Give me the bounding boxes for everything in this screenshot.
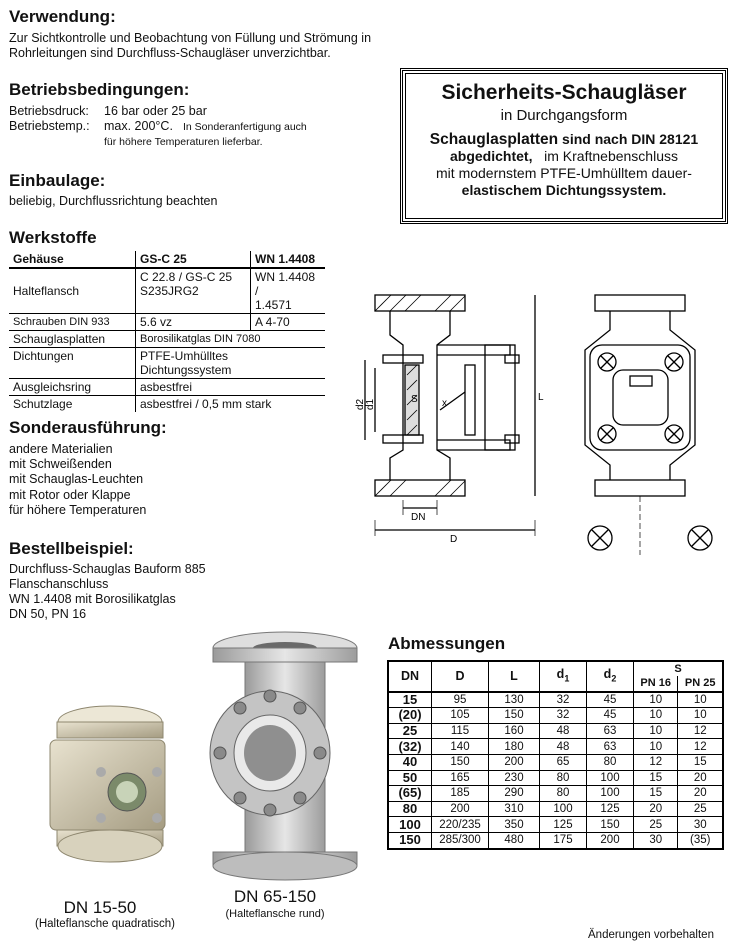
- box-line2-rest: im Kraftnebenschluss: [544, 148, 678, 164]
- dims-cell: 10: [634, 739, 678, 755]
- bestell-line: Flanschanschluss: [9, 577, 109, 591]
- abmessungen-heading: Abmessungen: [388, 634, 506, 653]
- dims-cell: 150: [587, 817, 634, 833]
- betriebstemp-value: max. 200°C.: [104, 119, 173, 133]
- dims-row: [388, 786, 723, 802]
- product-photo-round: [200, 628, 370, 883]
- sight-window: [613, 370, 668, 425]
- einbaulage-heading: Einbaulage:: [9, 171, 106, 190]
- werkstoffe-cell: Halteflansch: [9, 268, 136, 314]
- dims-cell: 230: [489, 770, 540, 786]
- werkstoffe-table: [9, 251, 325, 412]
- side-cover: [485, 345, 515, 450]
- dims-header-row: [388, 661, 723, 676]
- box-line3: mit modernstem PTFE-Umhülltem dauer-: [436, 165, 692, 181]
- dims-cell: 80: [587, 754, 634, 770]
- dims-cell: 100: [587, 786, 634, 802]
- einbaulage-text: beliebig, Durchflussrichtung beachten: [9, 194, 218, 208]
- dims-cell: 25: [678, 801, 723, 817]
- betriebstemp-note-1: In Sonderanfertigung auch: [183, 121, 307, 133]
- dims-row: [388, 801, 723, 817]
- dims-cell: 10: [678, 692, 723, 708]
- werkstoffe-heading: Werkstoffe: [9, 228, 97, 247]
- dims-cell-dn: (65): [388, 786, 432, 802]
- dims-cell: 15: [634, 770, 678, 786]
- dims-row: [388, 708, 723, 724]
- info-box: [400, 68, 728, 224]
- werkstoffe-cell: Schauglasplatten: [9, 331, 136, 348]
- dims-cell: (35): [678, 832, 723, 848]
- dims-cell: 30: [634, 832, 678, 848]
- dims-cell: 150: [489, 708, 540, 724]
- dims-cell: 175: [540, 832, 587, 848]
- dims-cell-dn: (20): [388, 708, 432, 724]
- label-d2: d2: [355, 398, 366, 410]
- dims-cell: 350: [489, 817, 540, 833]
- dims-cell: 200: [432, 801, 489, 817]
- dims-cell: 15: [678, 754, 723, 770]
- werkstoffe-row: [9, 268, 325, 314]
- body-left-wall: [390, 311, 403, 480]
- dims-cell: 100: [540, 801, 587, 817]
- dims-cell-dn: 50: [388, 770, 432, 786]
- verwendung-heading: Verwendung:: [9, 7, 116, 26]
- bestell-line: WN 1.4408 mit Borosilikatglas: [9, 592, 176, 606]
- dims-cell: 10: [678, 708, 723, 724]
- werkstoffe-row: [9, 331, 325, 348]
- dims-cell: 115: [432, 723, 489, 739]
- dims-header-d: D: [432, 661, 489, 692]
- caption-left-title: DN 15-50: [63, 898, 137, 917]
- dims-cell: 285/300: [432, 832, 489, 848]
- dims-cell: 130: [489, 692, 540, 708]
- werkstoffe-row: [9, 314, 325, 331]
- dims-cell: 125: [540, 817, 587, 833]
- werkstoffe-cell: PTFE-Umhülltes Dichtungssystem: [136, 348, 326, 379]
- werkstoffe-cell: WN 1.4408 / 1.4571: [251, 268, 326, 314]
- box-subtitle: in Durchgangsform: [500, 107, 628, 124]
- dims-cell: 15: [634, 786, 678, 802]
- dims-header-d1: [540, 661, 587, 692]
- dims-cell: 200: [587, 832, 634, 848]
- betriebstemp-label: Betriebstemp.:: [9, 119, 90, 133]
- bestell-line: Durchfluss-Schauglas Bauform 885: [9, 562, 206, 576]
- box-text: [403, 131, 725, 199]
- werkstoffe-cell: asbestfrei / 0,5 mm stark: [140, 397, 272, 411]
- werkstoffe-row: [9, 396, 325, 413]
- betriebstemp-note-2: für höhere Temperaturen lieferbar.: [104, 136, 263, 148]
- verwendung-line-2: Rohrleitungen sind Durchfluss-Schaugläser unverzichtbar.: [9, 46, 331, 60]
- werkstoffe-cell: C 22.8 / GS-C 25 S235JRG2: [136, 268, 251, 314]
- box-line1-bold: Schauglasplatten: [429, 131, 559, 148]
- dims-cell: 220/235: [432, 817, 489, 833]
- dims-cell: 125: [587, 801, 634, 817]
- dims-cell: 80: [540, 786, 587, 802]
- dims-cell: 32: [540, 708, 587, 724]
- dims-cell-dn: 100: [388, 817, 432, 833]
- dims-cell: 200: [489, 754, 540, 770]
- sonder-item: mit Schauglas-Leuchten: [9, 472, 144, 486]
- dims-cell: 48: [540, 723, 587, 739]
- werkstoffe-cell: A 4-70: [251, 314, 326, 331]
- dims-cell: 105: [432, 708, 489, 724]
- werkstoffe-cell: Schutzlage: [9, 396, 136, 413]
- dims-cell: 65: [540, 754, 587, 770]
- dims-cell: 20: [678, 786, 723, 802]
- dims-cell: 30: [678, 817, 723, 833]
- dims-cell: 12: [634, 754, 678, 770]
- sonder-item: andere Materialien: [9, 442, 113, 456]
- werkstoffe-cell: 5.6 vz: [136, 314, 251, 331]
- label-d: D: [450, 534, 458, 545]
- dims-header-l: L: [489, 661, 540, 692]
- dims-header-d1-base: d: [556, 667, 565, 682]
- body-inner-wall: [437, 311, 450, 480]
- dims-cell-dn: 40: [388, 754, 432, 770]
- caption-right-title: DN 65-150: [233, 887, 317, 906]
- dims-cell: 20: [678, 770, 723, 786]
- werkstoffe-cell: Ausgleichsring: [9, 379, 136, 396]
- technical-drawing: [345, 280, 730, 570]
- dims-row: [388, 754, 723, 770]
- dims-cell: 480: [489, 832, 540, 848]
- dims-cell: 140: [432, 739, 489, 755]
- dims-cell: 10: [634, 723, 678, 739]
- dims-cell: 185: [432, 786, 489, 802]
- werkstoffe-cell: asbestfrei: [136, 379, 326, 396]
- dims-header-d1-sub: 1: [564, 673, 570, 684]
- dims-cell: 290: [489, 786, 540, 802]
- werkstoffe-row: [9, 348, 325, 379]
- werkstoffe-cell: Dichtungen: [9, 348, 136, 379]
- werkstoffe-header-cell: GS-C 25: [136, 251, 251, 268]
- dims-header-d2: [587, 661, 634, 692]
- label-dn: DN: [411, 512, 426, 523]
- verwendung-line-1: Zur Sichtkontrolle und Beobachtung von Füllung und Strömung in: [9, 31, 372, 45]
- glass-plate-right: [465, 365, 475, 435]
- dims-cell: 32: [540, 692, 587, 708]
- bestell-line: DN 50, PN 16: [9, 607, 87, 621]
- werkstoffe-row: [9, 379, 325, 396]
- sonder-heading: Sonderausführung:: [9, 418, 167, 437]
- label-x: x: [442, 398, 447, 409]
- sonder-item: mit Rotor oder Klappe: [9, 488, 131, 502]
- dims-cell: 165: [432, 770, 489, 786]
- dims-header-dn: DN: [388, 661, 432, 692]
- dims-row: [388, 739, 723, 755]
- dims-cell: 80: [540, 770, 587, 786]
- betrieb-heading: Betriebsbedingungen:: [9, 80, 190, 99]
- box-title: Sicherheits-Schaugläser: [441, 81, 687, 104]
- dims-cell: 25: [634, 817, 678, 833]
- dimensions-table: [387, 660, 724, 850]
- werkstoffe-cell: Schrauben DIN 933: [9, 314, 136, 331]
- dims-row: [388, 832, 723, 848]
- betriebsdruck-value: 16 bar oder 25 bar: [104, 104, 207, 118]
- product-photo-square: [35, 700, 185, 870]
- dims-cell: 10: [634, 708, 678, 724]
- dims-cell: 10: [634, 692, 678, 708]
- dims-cell: 45: [587, 708, 634, 724]
- box-line2-bold: abgedichtet,: [450, 148, 533, 164]
- dims-row: [388, 723, 723, 739]
- label-s: S: [411, 394, 418, 405]
- dims-row: [388, 817, 723, 833]
- dims-cell-dn: 80: [388, 801, 432, 817]
- caption-left-sub: (Halteflansche quadratisch): [35, 918, 175, 930]
- werkstoffe-header-cell: WN 1.4408: [251, 251, 326, 268]
- dims-cell: 45: [587, 692, 634, 708]
- dims-cell-dn: 15: [388, 692, 432, 708]
- werkstoffe-cell: Borosilikatglas DIN 7080: [136, 331, 326, 348]
- werkstoffe-header-row: [9, 251, 325, 268]
- dims-header-pn16: PN 16: [634, 676, 678, 692]
- dims-cell: 100: [587, 770, 634, 786]
- dims-cell: 12: [678, 739, 723, 755]
- dims-cell-dn: 150: [388, 832, 432, 848]
- footer-note: Änderungen vorbehalten: [588, 929, 714, 941]
- dims-cell: 95: [432, 692, 489, 708]
- dims-cell: 48: [540, 739, 587, 755]
- dims-cell: 63: [587, 739, 634, 755]
- bestell-heading: Bestellbeispiel:: [9, 539, 134, 558]
- dims-cell: 150: [432, 754, 489, 770]
- dims-cell: 310: [489, 801, 540, 817]
- dims-header-pn25: PN 25: [678, 676, 723, 692]
- dims-cell: 20: [634, 801, 678, 817]
- dims-cell: 160: [489, 723, 540, 739]
- werkstoffe-header-cell: Gehäuse: [9, 251, 136, 268]
- box-line1-rest: sind nach DIN 28121: [562, 131, 699, 147]
- box-line4: elastischem Dichtungssystem.: [461, 182, 667, 198]
- label-d1: d1: [365, 398, 376, 410]
- dims-header-d2-base: d: [603, 667, 612, 682]
- dims-header-d2-sub: 2: [611, 673, 617, 684]
- dims-header-s: S: [634, 661, 724, 676]
- dims-row: [388, 692, 723, 708]
- dims-cell-dn: 25: [388, 723, 432, 739]
- dims-cell: 63: [587, 723, 634, 739]
- dims-cell-dn: (32): [388, 739, 432, 755]
- label-l: L: [538, 392, 544, 403]
- sonder-item: mit Schweißenden: [9, 457, 112, 471]
- caption-right-sub: (Halteflansche rund): [225, 908, 325, 920]
- dims-row: [388, 770, 723, 786]
- dims-cell: 12: [678, 723, 723, 739]
- sonder-item: für höhere Temperaturen: [9, 503, 147, 517]
- dims-cell: 180: [489, 739, 540, 755]
- betriebsdruck-label: Betriebsdruck:: [9, 104, 89, 118]
